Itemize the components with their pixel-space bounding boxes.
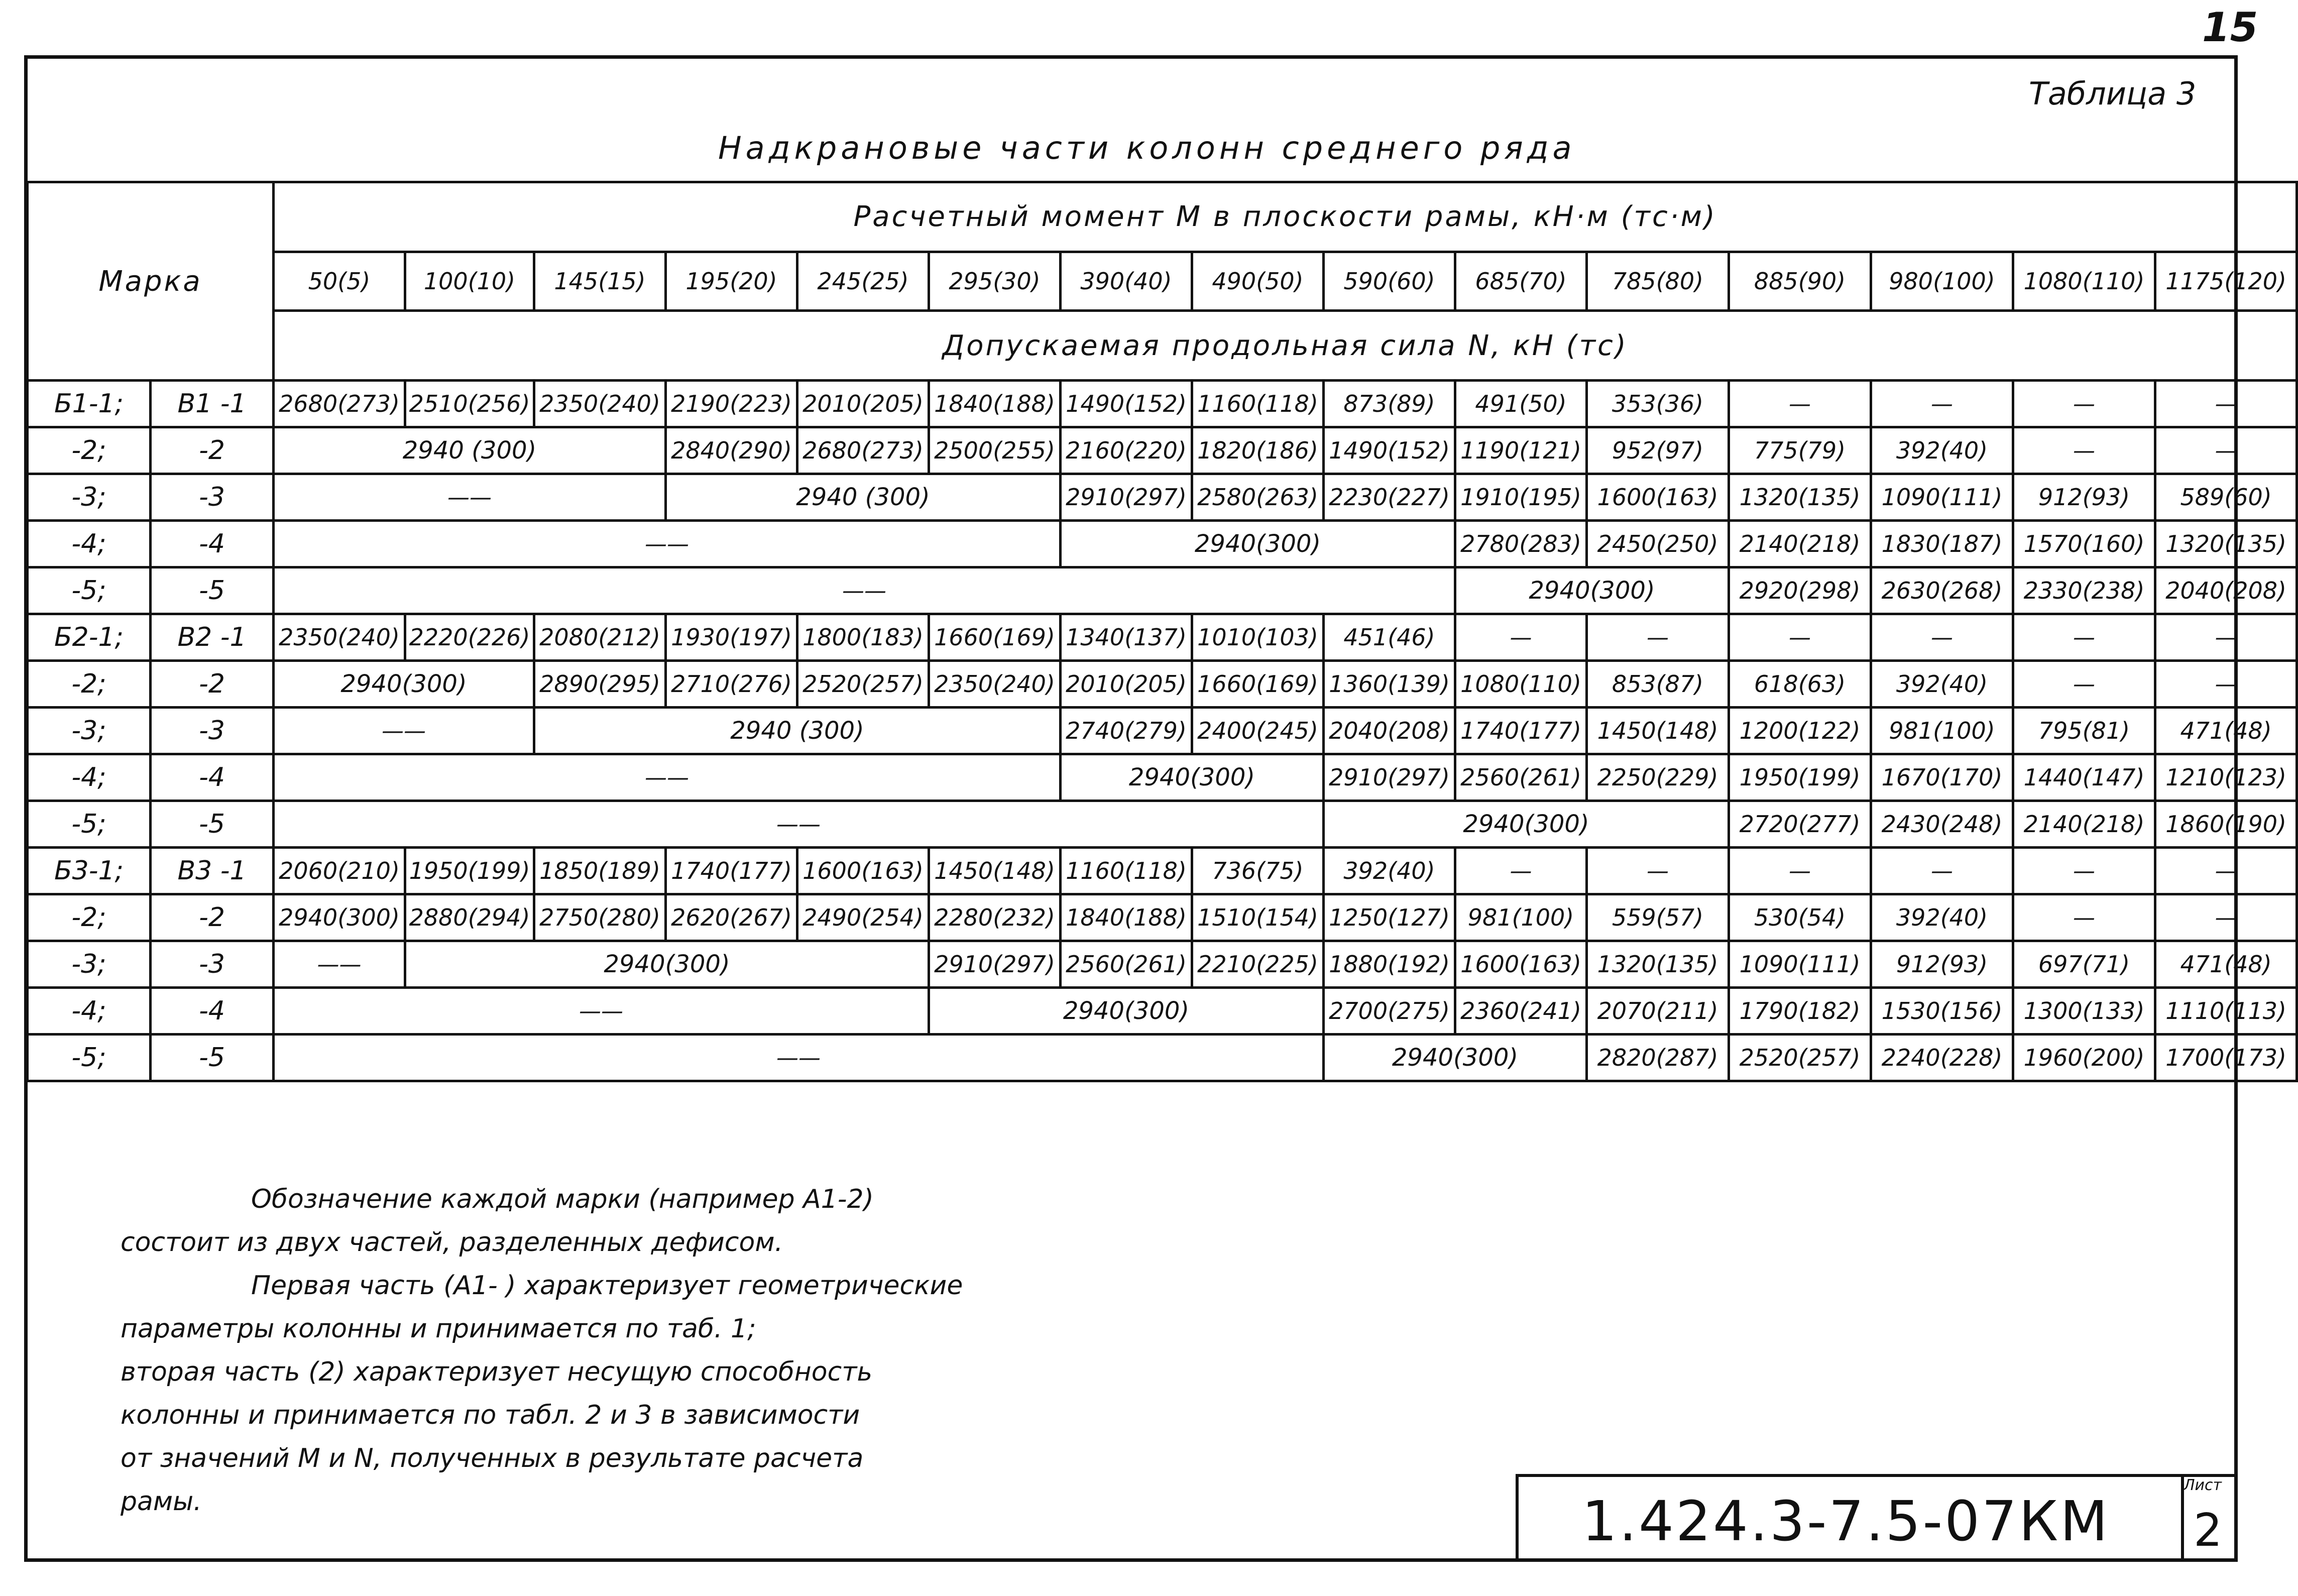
table-row bbox=[28, 848, 2297, 894]
moment-header: Расчетный момент М в плоскости рамы, кН·м (тс·м) bbox=[274, 182, 2297, 252]
force-value-cell: 1210(123) bbox=[2155, 754, 2297, 801]
force-value-cell: 1090(111) bbox=[1729, 941, 1871, 988]
force-value-cell: 1440(147) bbox=[2013, 754, 2155, 801]
mark-suffix: В3 -1 bbox=[151, 848, 274, 894]
force-value-cell: — bbox=[1455, 614, 1587, 661]
force-value-cell: 2920(298) bbox=[1729, 567, 1871, 614]
document-code: 1.424.3-7.5-07КМ bbox=[1582, 1489, 2110, 1553]
force-value-cell: — bbox=[1871, 381, 2013, 427]
mark-prefix: -4; bbox=[28, 521, 151, 567]
force-value-cell: 1080(110) bbox=[1455, 661, 1587, 708]
mark-suffix: В2 -1 bbox=[151, 614, 274, 661]
force-value-cell: 2710(276) bbox=[666, 661, 797, 708]
moment-value: 195(20) bbox=[666, 252, 797, 310]
force-value-cell: — bbox=[2155, 381, 2297, 427]
force-value-cell: — bbox=[1871, 614, 2013, 661]
moment-value: 785(80) bbox=[1587, 252, 1729, 310]
force-value-cell: — bbox=[1455, 848, 1587, 894]
table-row bbox=[28, 521, 2297, 567]
force-value-cell: 2330(238) bbox=[2013, 567, 2155, 614]
force-value-cell: 2010(205) bbox=[1061, 661, 1192, 708]
force-value-cell: 2240(228) bbox=[1871, 1035, 2013, 1081]
sheet-number: 2 bbox=[2194, 1504, 2223, 1557]
header-row-force bbox=[28, 311, 2297, 381]
force-header: Допускаемая продольная сила N, кН (тс) bbox=[274, 311, 2297, 381]
table-row bbox=[28, 708, 2297, 754]
mark-prefix: -2; bbox=[28, 894, 151, 941]
force-value-cell: —— bbox=[274, 754, 1061, 801]
force-value-cell: 559(57) bbox=[1587, 894, 1729, 941]
force-value-cell: 2400(245) bbox=[1192, 708, 1324, 754]
force-value-cell: 1880(192) bbox=[1324, 941, 1455, 988]
force-value-cell: — bbox=[1729, 848, 1871, 894]
force-value-cell: 2040(208) bbox=[2155, 567, 2297, 614]
mark-prefix: -2; bbox=[28, 427, 151, 474]
force-value-cell: 1300(133) bbox=[2013, 988, 2155, 1035]
moment-value: 980(100) bbox=[1871, 252, 2013, 310]
note-line: колонны и принимается по табл. 2 и 3 в зависимости bbox=[121, 1400, 860, 1430]
force-value-cell: — bbox=[1871, 848, 2013, 894]
mark-suffix: В1 -1 bbox=[151, 381, 274, 427]
force-value-cell: 981(100) bbox=[1871, 708, 2013, 754]
force-value-cell: 1190(121) bbox=[1455, 427, 1587, 474]
moment-value: 100(10) bbox=[405, 252, 534, 310]
force-value-cell: 2750(280) bbox=[534, 894, 666, 941]
header-row-moment bbox=[28, 182, 2297, 252]
force-value-cell: 2450(250) bbox=[1587, 521, 1729, 567]
note-line: от значений М и N, полученных в результате расчета bbox=[121, 1443, 864, 1473]
table-label: Таблица 3 bbox=[2029, 75, 2197, 112]
table-row bbox=[28, 567, 2297, 614]
force-value-cell: 1090(111) bbox=[1871, 474, 2013, 521]
force-value-cell: — bbox=[1587, 614, 1729, 661]
force-value-cell: 2430(248) bbox=[1871, 801, 2013, 848]
force-value-cell: 2490(254) bbox=[797, 894, 929, 941]
force-value-cell: 2510(256) bbox=[405, 381, 534, 427]
force-value-cell: 1450(148) bbox=[1587, 708, 1729, 754]
force-value-cell: 1530(156) bbox=[1871, 988, 2013, 1035]
force-value-cell: 2880(294) bbox=[405, 894, 534, 941]
mark-prefix: -5; bbox=[28, 1035, 151, 1081]
moment-value: 490(50) bbox=[1192, 252, 1324, 310]
force-value-cell: 392(40) bbox=[1871, 427, 2013, 474]
force-value-cell: —— bbox=[274, 708, 534, 754]
moment-value: 885(90) bbox=[1729, 252, 1871, 310]
force-value-cell: —— bbox=[274, 521, 1061, 567]
force-value-cell: 2140(218) bbox=[2013, 801, 2155, 848]
force-value-cell: 1840(188) bbox=[929, 381, 1061, 427]
sheet-label: Лист bbox=[2184, 1476, 2222, 1494]
force-value-cell: 1820(186) bbox=[1192, 427, 1324, 474]
force-value-cell: 795(81) bbox=[2013, 708, 2155, 754]
force-value-cell: 2040(208) bbox=[1324, 708, 1455, 754]
moment-value: 50(5) bbox=[274, 252, 405, 310]
table-row bbox=[28, 661, 2297, 708]
table-row bbox=[28, 894, 2297, 941]
table-row bbox=[28, 381, 2297, 427]
table-row bbox=[28, 614, 2297, 661]
table-row bbox=[28, 1035, 2297, 1081]
explanatory-note bbox=[121, 1178, 1125, 1523]
mark-prefix: -3; bbox=[28, 708, 151, 754]
force-value-cell: 1200(122) bbox=[1729, 708, 1871, 754]
force-value-cell: 2940(300) bbox=[274, 894, 405, 941]
force-value-cell: 981(100) bbox=[1455, 894, 1587, 941]
force-value-cell: — bbox=[2013, 427, 2155, 474]
force-value-cell: 1700(173) bbox=[2155, 1035, 2297, 1081]
force-value-cell: 1740(177) bbox=[666, 848, 797, 894]
force-value-cell: 2560(261) bbox=[1061, 941, 1192, 988]
force-value-cell: — bbox=[2155, 427, 2297, 474]
force-value-cell: 1320(135) bbox=[1587, 941, 1729, 988]
moment-value: 245(25) bbox=[797, 252, 929, 310]
table-row bbox=[28, 941, 2297, 988]
force-value-cell: 2720(277) bbox=[1729, 801, 1871, 848]
force-value-cell: 1850(189) bbox=[534, 848, 666, 894]
force-value-cell: — bbox=[2013, 381, 2155, 427]
force-value-cell: 912(93) bbox=[2013, 474, 2155, 521]
force-value-cell: 2700(275) bbox=[1324, 988, 1455, 1035]
note-line: состоит из двух частей, разделенных дефисом. bbox=[121, 1227, 783, 1258]
note-line: вторая часть (2) характеризует несущую способность bbox=[121, 1357, 873, 1387]
force-value-cell: 2940 (300) bbox=[666, 474, 1061, 521]
force-value-cell: 2940(300) bbox=[1324, 801, 1729, 848]
force-value-cell: 952(97) bbox=[1587, 427, 1729, 474]
mark-prefix: -4; bbox=[28, 754, 151, 801]
table-row bbox=[28, 427, 2297, 474]
mark-suffix: -4 bbox=[151, 521, 274, 567]
force-value-cell: —— bbox=[274, 941, 405, 988]
force-value-cell: 2940(300) bbox=[929, 988, 1324, 1035]
mark-prefix: Б3-1; bbox=[28, 848, 151, 894]
moment-value: 295(30) bbox=[929, 252, 1061, 310]
force-value-cell: 2220(226) bbox=[405, 614, 534, 661]
force-value-cell: 1950(199) bbox=[1729, 754, 1871, 801]
force-value-cell: 589(60) bbox=[2155, 474, 2297, 521]
force-value-cell: 2280(232) bbox=[929, 894, 1061, 941]
moment-value: 590(60) bbox=[1324, 252, 1455, 310]
mark-suffix: -3 bbox=[151, 941, 274, 988]
force-value-cell: 2780(283) bbox=[1455, 521, 1587, 567]
force-value-cell: 1910(195) bbox=[1455, 474, 1587, 521]
force-value-cell: 873(89) bbox=[1324, 381, 1455, 427]
force-value-cell: 2210(225) bbox=[1192, 941, 1324, 988]
page-number: 15 bbox=[2202, 4, 2258, 51]
force-value-cell: 1670(170) bbox=[1871, 754, 2013, 801]
force-value-cell: 2940(300) bbox=[1324, 1035, 1587, 1081]
moment-value: 390(40) bbox=[1061, 252, 1192, 310]
table-title: Надкрановые части колонн среднего ряда bbox=[718, 130, 1576, 166]
force-value-cell: 2680(273) bbox=[274, 381, 405, 427]
force-value-cell: 2010(205) bbox=[797, 381, 929, 427]
force-value-cell: — bbox=[2013, 894, 2155, 941]
moment-value: 1175(120) bbox=[2155, 252, 2297, 310]
force-value-cell: 1660(169) bbox=[1192, 661, 1324, 708]
mark-prefix: -5; bbox=[28, 567, 151, 614]
force-value-cell: 775(79) bbox=[1729, 427, 1871, 474]
force-value-cell: 2560(261) bbox=[1455, 754, 1587, 801]
force-value-cell: 736(75) bbox=[1192, 848, 1324, 894]
force-value-cell: 2910(297) bbox=[929, 941, 1061, 988]
force-value-cell: — bbox=[1729, 381, 1871, 427]
force-value-cell: 1250(127) bbox=[1324, 894, 1455, 941]
note-line: Обозначение каждой марки (например А1-2) bbox=[251, 1184, 874, 1214]
force-value-cell: —— bbox=[274, 474, 666, 521]
force-value-cell: 2890(295) bbox=[534, 661, 666, 708]
header-row-moment-values bbox=[28, 252, 2297, 310]
force-value-cell: 353(36) bbox=[1587, 381, 1729, 427]
mark-prefix: -5; bbox=[28, 801, 151, 848]
force-value-cell: 1790(182) bbox=[1729, 988, 1871, 1035]
force-value-cell: 1490(152) bbox=[1324, 427, 1455, 474]
force-value-cell: 2940(300) bbox=[405, 941, 929, 988]
force-value-cell: 1600(163) bbox=[1587, 474, 1729, 521]
force-value-cell: 1340(137) bbox=[1061, 614, 1192, 661]
force-value-cell: 451(46) bbox=[1324, 614, 1455, 661]
force-value-cell: 2940 (300) bbox=[534, 708, 1061, 754]
force-value-cell: 1570(160) bbox=[2013, 521, 2155, 567]
force-value-cell: 471(48) bbox=[2155, 708, 2297, 754]
force-value-cell: 2940(300) bbox=[274, 661, 534, 708]
force-value-cell: — bbox=[2155, 614, 2297, 661]
force-value-cell: 1600(163) bbox=[1455, 941, 1587, 988]
force-value-cell: —— bbox=[274, 801, 1324, 848]
force-value-cell: —— bbox=[274, 567, 1455, 614]
note-line: рамы. bbox=[121, 1487, 202, 1517]
force-value-cell: 618(63) bbox=[1729, 661, 1871, 708]
force-value-cell: 392(40) bbox=[1324, 848, 1455, 894]
force-value-cell: 1840(188) bbox=[1061, 894, 1192, 941]
force-value-cell: 1860(190) bbox=[2155, 801, 2297, 848]
force-value-cell: 1110(113) bbox=[2155, 988, 2297, 1035]
force-value-cell: 1320(135) bbox=[2155, 521, 2297, 567]
force-value-cell: 1450(148) bbox=[929, 848, 1061, 894]
table-row bbox=[28, 474, 2297, 521]
note-line: Первая часть (А1- ) характеризует геометрические bbox=[251, 1271, 963, 1301]
force-value-cell: 2740(279) bbox=[1061, 708, 1192, 754]
force-value-cell: — bbox=[2013, 848, 2155, 894]
force-value-cell: — bbox=[1729, 614, 1871, 661]
force-value-cell: 1510(154) bbox=[1192, 894, 1324, 941]
note-line: параметры колонны и принимается по таб. 1; bbox=[121, 1314, 756, 1344]
force-value-cell: 2910(297) bbox=[1061, 474, 1192, 521]
force-value-cell: 530(54) bbox=[1729, 894, 1871, 941]
moment-value: 685(70) bbox=[1455, 252, 1587, 310]
force-value-cell: 2190(223) bbox=[666, 381, 797, 427]
force-value-cell: 1160(118) bbox=[1061, 848, 1192, 894]
force-value-cell: — bbox=[2155, 848, 2297, 894]
force-value-cell: 1160(118) bbox=[1192, 381, 1324, 427]
mark-prefix: -2; bbox=[28, 661, 151, 708]
force-value-cell: 1740(177) bbox=[1455, 708, 1587, 754]
force-value-cell: 2230(227) bbox=[1324, 474, 1455, 521]
mark-suffix: -3 bbox=[151, 708, 274, 754]
mark-suffix: -3 bbox=[151, 474, 274, 521]
force-value-cell: 2160(220) bbox=[1061, 427, 1192, 474]
force-value-cell: 853(87) bbox=[1587, 661, 1729, 708]
force-value-cell: 2350(240) bbox=[274, 614, 405, 661]
force-value-cell: 1600(163) bbox=[797, 848, 929, 894]
force-value-cell: — bbox=[2013, 614, 2155, 661]
force-value-cell: 697(71) bbox=[2013, 941, 2155, 988]
force-value-cell: 2940(300) bbox=[1061, 521, 1455, 567]
force-value-cell: 1660(169) bbox=[929, 614, 1061, 661]
moment-value: 1080(110) bbox=[2013, 252, 2155, 310]
table-row bbox=[28, 754, 2297, 801]
force-value-cell: — bbox=[1587, 848, 1729, 894]
mark-prefix: Б1-1; bbox=[28, 381, 151, 427]
force-value-cell: 2580(263) bbox=[1192, 474, 1324, 521]
force-value-cell: 1950(199) bbox=[405, 848, 534, 894]
force-value-cell: 2070(211) bbox=[1587, 988, 1729, 1035]
force-value-cell: 1830(187) bbox=[1871, 521, 2013, 567]
force-value-cell: —— bbox=[274, 988, 929, 1035]
force-value-cell: 2060(210) bbox=[274, 848, 405, 894]
mark-suffix: -2 bbox=[151, 894, 274, 941]
force-value-cell: 491(50) bbox=[1455, 381, 1587, 427]
force-value-cell: —— bbox=[274, 1035, 1324, 1081]
force-value-cell: 2350(240) bbox=[929, 661, 1061, 708]
mark-suffix: -4 bbox=[151, 988, 274, 1035]
force-value-cell: 2250(229) bbox=[1587, 754, 1729, 801]
mark-header: Марка bbox=[28, 182, 274, 381]
load-table bbox=[26, 181, 2298, 1082]
force-value-cell: 392(40) bbox=[1871, 894, 2013, 941]
force-value-cell: 2680(273) bbox=[797, 427, 929, 474]
force-value-cell: 2360(241) bbox=[1455, 988, 1587, 1035]
force-value-cell: — bbox=[2155, 661, 2297, 708]
mark-prefix: -4; bbox=[28, 988, 151, 1035]
force-value-cell: 2520(257) bbox=[1729, 1035, 1871, 1081]
force-value-cell: 1800(183) bbox=[797, 614, 929, 661]
force-value-cell: 1360(139) bbox=[1324, 661, 1455, 708]
force-value-cell: 1010(103) bbox=[1192, 614, 1324, 661]
force-value-cell: 471(48) bbox=[2155, 941, 2297, 988]
mark-prefix: Б2-1; bbox=[28, 614, 151, 661]
force-value-cell: 2500(255) bbox=[929, 427, 1061, 474]
force-value-cell: 1490(152) bbox=[1061, 381, 1192, 427]
mark-suffix: -2 bbox=[151, 427, 274, 474]
moment-value: 145(15) bbox=[534, 252, 666, 310]
mark-suffix: -2 bbox=[151, 661, 274, 708]
force-value-cell: 2840(290) bbox=[666, 427, 797, 474]
force-value-cell: 2520(257) bbox=[797, 661, 929, 708]
force-value-cell: 2910(297) bbox=[1324, 754, 1455, 801]
force-value-cell: 1320(135) bbox=[1729, 474, 1871, 521]
mark-suffix: -4 bbox=[151, 754, 274, 801]
force-value-cell: 2940 (300) bbox=[274, 427, 666, 474]
table-row bbox=[28, 801, 2297, 848]
force-value-cell: 2630(268) bbox=[1871, 567, 2013, 614]
force-value-cell: — bbox=[2013, 661, 2155, 708]
force-value-cell: 2080(212) bbox=[534, 614, 666, 661]
force-value-cell: 1930(197) bbox=[666, 614, 797, 661]
mark-suffix: -5 bbox=[151, 567, 274, 614]
force-value-cell: 2140(218) bbox=[1729, 521, 1871, 567]
force-value-cell: 2940(300) bbox=[1455, 567, 1729, 614]
mark-suffix: -5 bbox=[151, 801, 274, 848]
force-value-cell: 2940(300) bbox=[1061, 754, 1324, 801]
table-row bbox=[28, 988, 2297, 1035]
force-value-cell: 392(40) bbox=[1871, 661, 2013, 708]
mark-suffix: -5 bbox=[151, 1035, 274, 1081]
mark-prefix: -3; bbox=[28, 474, 151, 521]
force-value-cell: 2620(267) bbox=[666, 894, 797, 941]
force-value-cell: 2350(240) bbox=[534, 381, 666, 427]
force-value-cell: — bbox=[2155, 894, 2297, 941]
mark-prefix: -3; bbox=[28, 941, 151, 988]
force-value-cell: 2820(287) bbox=[1587, 1035, 1729, 1081]
force-value-cell: 912(93) bbox=[1871, 941, 2013, 988]
force-value-cell: 1960(200) bbox=[2013, 1035, 2155, 1081]
